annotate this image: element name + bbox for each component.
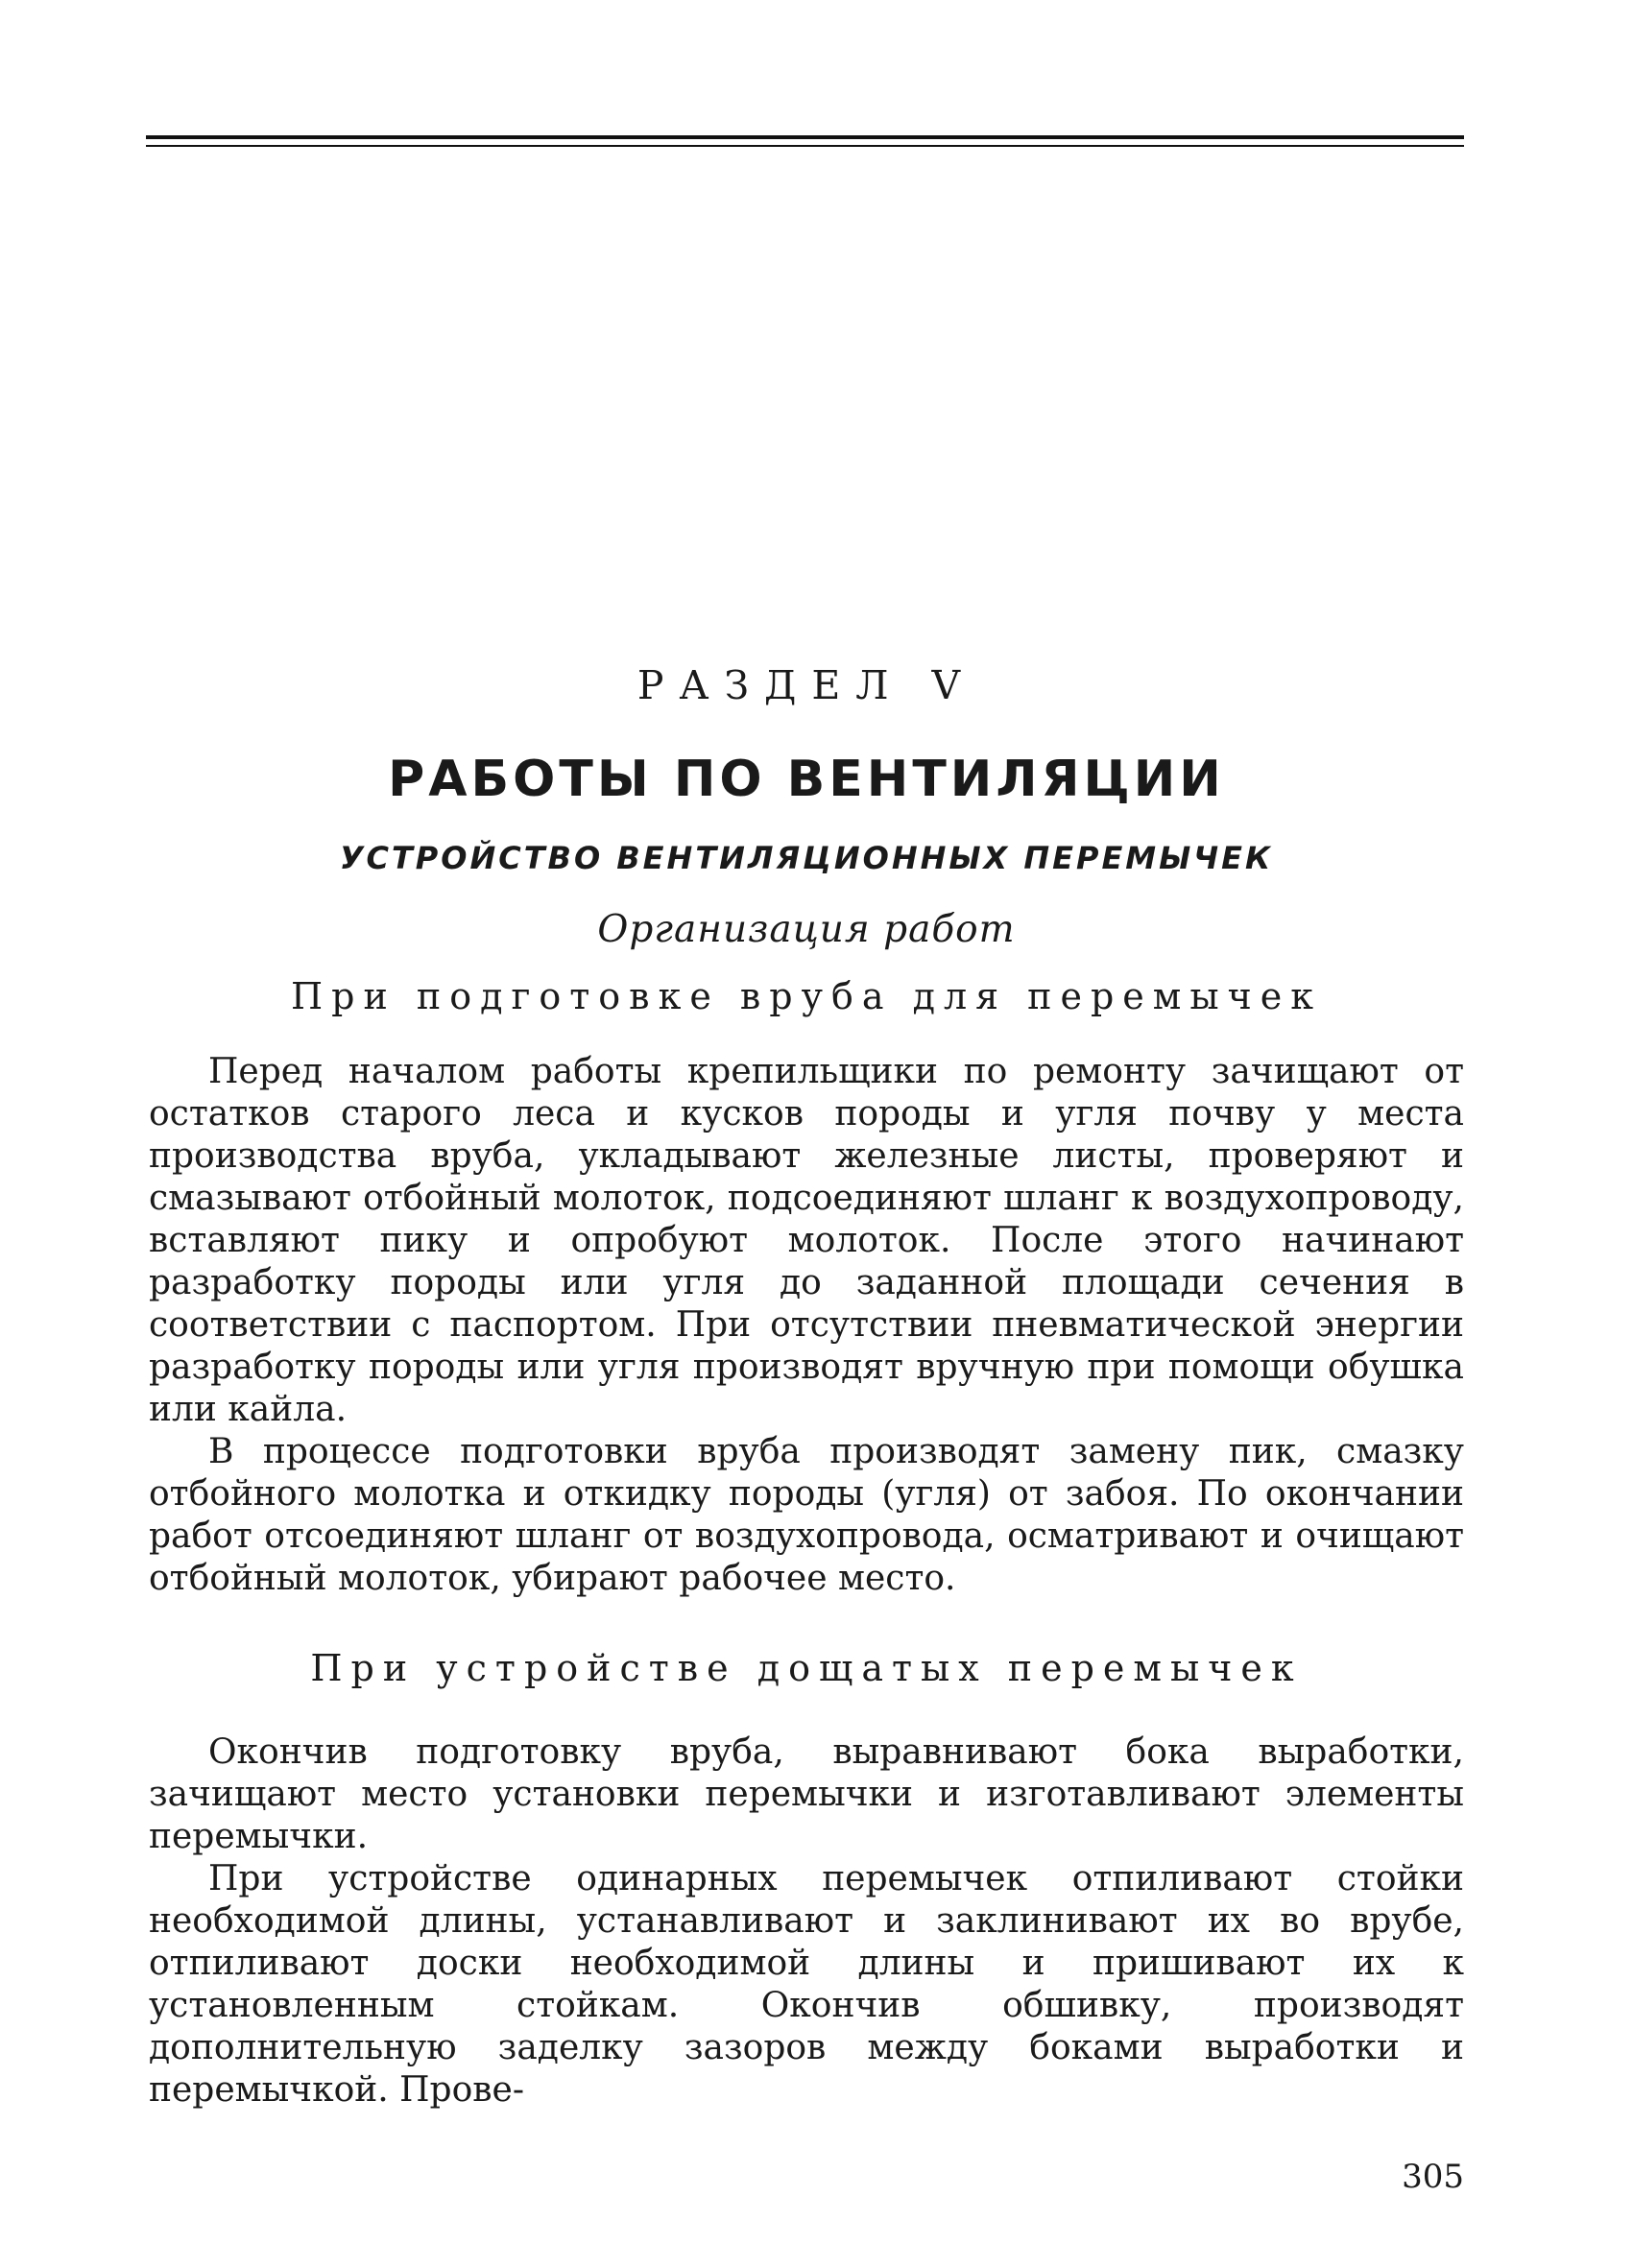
top-rule	[146, 135, 1464, 139]
paragraph: Перед началом работы крепильщики по ремонту зачищают от остатков старого леса и кусков породы и угля почву у места производства вруба, укладывают железные листы, проверяют и смазывают отбойный молоток, подсоединяют шланг к воздухопроводу, вставляют пику и опробуют молоток. После этого начинают разработку породы или угля до заданной площади сечения в соответствии с паспортом. При отсутствии пневматической энергии разработку породы или угля производят вручную при помощи обушка или кайла.	[149, 1052, 1464, 1429]
paragraph: В процессе подготовки вруба производят замену пик, смазку отбойного молотка и откидку породы (угля) от забоя. По окончании работ отсоединяют шланг от воздухопровода, осматривают и очищают отбойный молоток, убирают рабочее место.	[149, 1432, 1464, 1598]
subsection-title: УСТРОЙСТВО ВЕНТИЛЯЦИОННЫХ ПЕРЕМЫЧЕК	[339, 840, 1274, 876]
section-label: РАЗДЕЛ V	[636, 662, 976, 708]
paragraph: Окончив подготовку вруба, выравнивают бока выработки, зачищают место установки перемычки и изготавливают элементы перемычки.	[149, 1732, 1464, 1856]
paragraph: При устройстве одинарных перемычек отпиливают стойки необходимой длины, устанавливают и заклинивают их во врубе, отпиливают доски необходимой длины и пришивают их к установленным стойкам. Окончив обшивку, производят дополнительную заделку зазоров между боками выработки и перемычкой. Прове-	[149, 1859, 1464, 2110]
prep-heading: При подготовке вруба для перемычек	[291, 975, 1322, 1017]
part-title: РАБОТЫ ПО ВЕНТИЛЯЦИИ	[388, 751, 1225, 808]
plank-heading: При устройстве дощатых перемычек	[310, 1647, 1303, 1689]
page-number: 305	[1402, 2158, 1464, 2196]
organization-heading: Организация работ	[597, 908, 1016, 951]
top-rule-thin	[146, 145, 1464, 147]
